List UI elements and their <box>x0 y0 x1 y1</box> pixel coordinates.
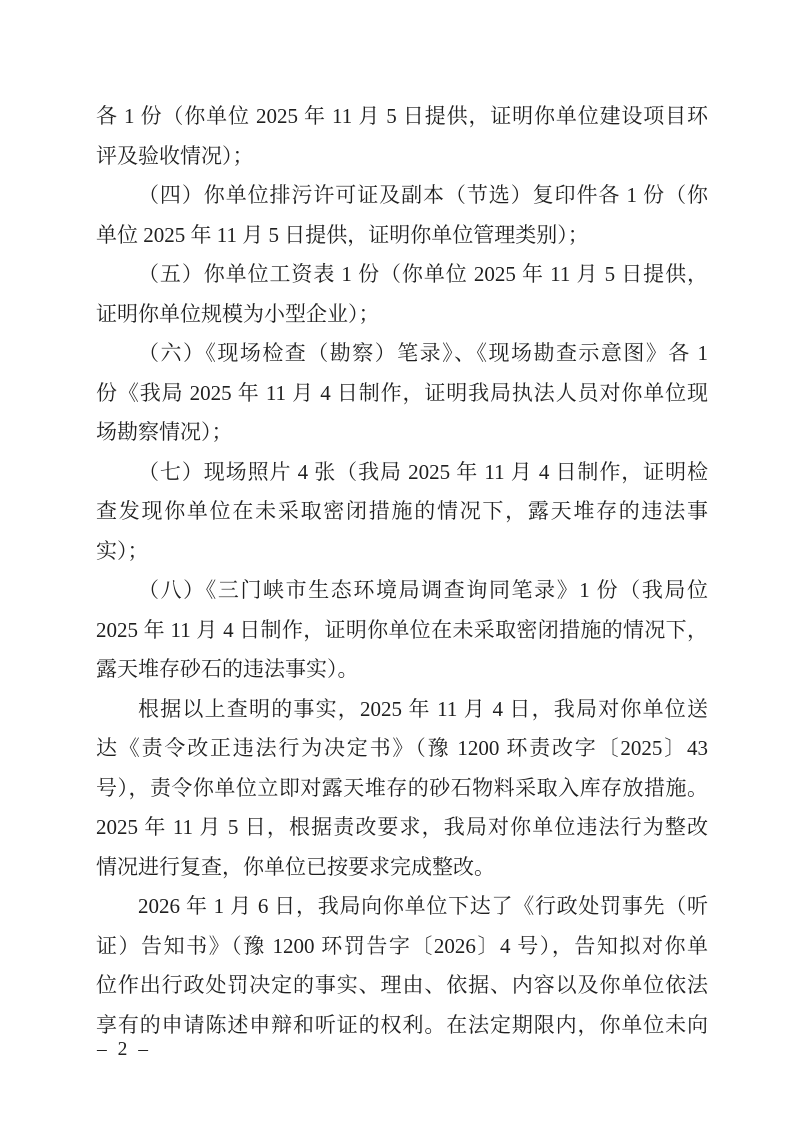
text-line: 单位 2025 年 11 月 5 日提供，证明你单位管理类别）； <box>96 222 589 247</box>
text-line: 场勘察情况）； <box>96 420 233 444</box>
text-line: 号），责令你单位立即对露天堆存的砂石物料采取入库存放措施。 <box>96 775 708 800</box>
text-line: （五）你单位工资表 1 份（你单位 2025 年 11 月 5 日提供， <box>138 262 708 286</box>
text-line: 份《我局 2025 年 11 月 4 日制作，证明我局执法人员对你单位现 <box>96 380 708 405</box>
text-line: 位作出行政处罚决定的事实、理由、依据、内容以及你单位依法 <box>96 973 708 997</box>
text-block <box>96 97 708 1045</box>
text-line: 2026 年 1 月 6 日，我局向你单位下达了《行政处罚事先（听 <box>138 894 708 918</box>
page-number: – 2 – <box>97 1039 148 1060</box>
text-line: 评及验收情况）； <box>96 143 254 168</box>
text-line: 证）告知书》（豫 1200 环罚告字〔2026〕4 号），告知拟对你单 <box>96 933 708 958</box>
text-line: （七）现场照片 4 张（我局 2025 年 11 月 4 日制作，证明检 <box>138 459 708 484</box>
text-line: 2025 年 11 月 4 日制作，证明你单位在未采取密闭措施的情况下， <box>96 617 708 642</box>
text-line: （六）《现场检查（勘察）笔录》、《现场勘查示意图》各 1 <box>138 341 708 365</box>
text-line: 享有的申请陈述申辩和听证的权利。在法定期限内，你单位未向 <box>96 1012 708 1037</box>
text-line: 2025 年 11 月 5 日，根据责改要求，我局对你单位违法行为整改 <box>96 815 708 839</box>
text-line: 根据以上查明的事实，2025 年 11 月 4 日，我局对你单位送 <box>138 696 708 721</box>
text-line: 实）； <box>96 538 149 563</box>
text-line: 露天堆存砂石的违法事实）。 <box>96 657 359 681</box>
text-line: 查发现你单位在未采取密闭措施的情况下，露天堆存的违法事 <box>96 499 708 523</box>
text-line: 情况进行复查，你单位已按要求完成整改。 <box>96 854 495 879</box>
text-line: 证明你单位规模为小型企业）； <box>96 301 380 326</box>
text-line: 达《责令改正违法行为决定书》（豫 1200 环责改字〔2025〕43 <box>96 736 708 760</box>
text-line: 各 1 份（你单位 2025 年 11 月 5 日提供，证明你单位建设项目环 <box>96 104 708 128</box>
text-line: （四）你单位排污许可证及副本（节选）复印件各 1 份（你 <box>138 183 708 207</box>
text-line: （八）《三门峡市生态环境局调查询同笔录》1 份（我局位 <box>138 578 708 602</box>
